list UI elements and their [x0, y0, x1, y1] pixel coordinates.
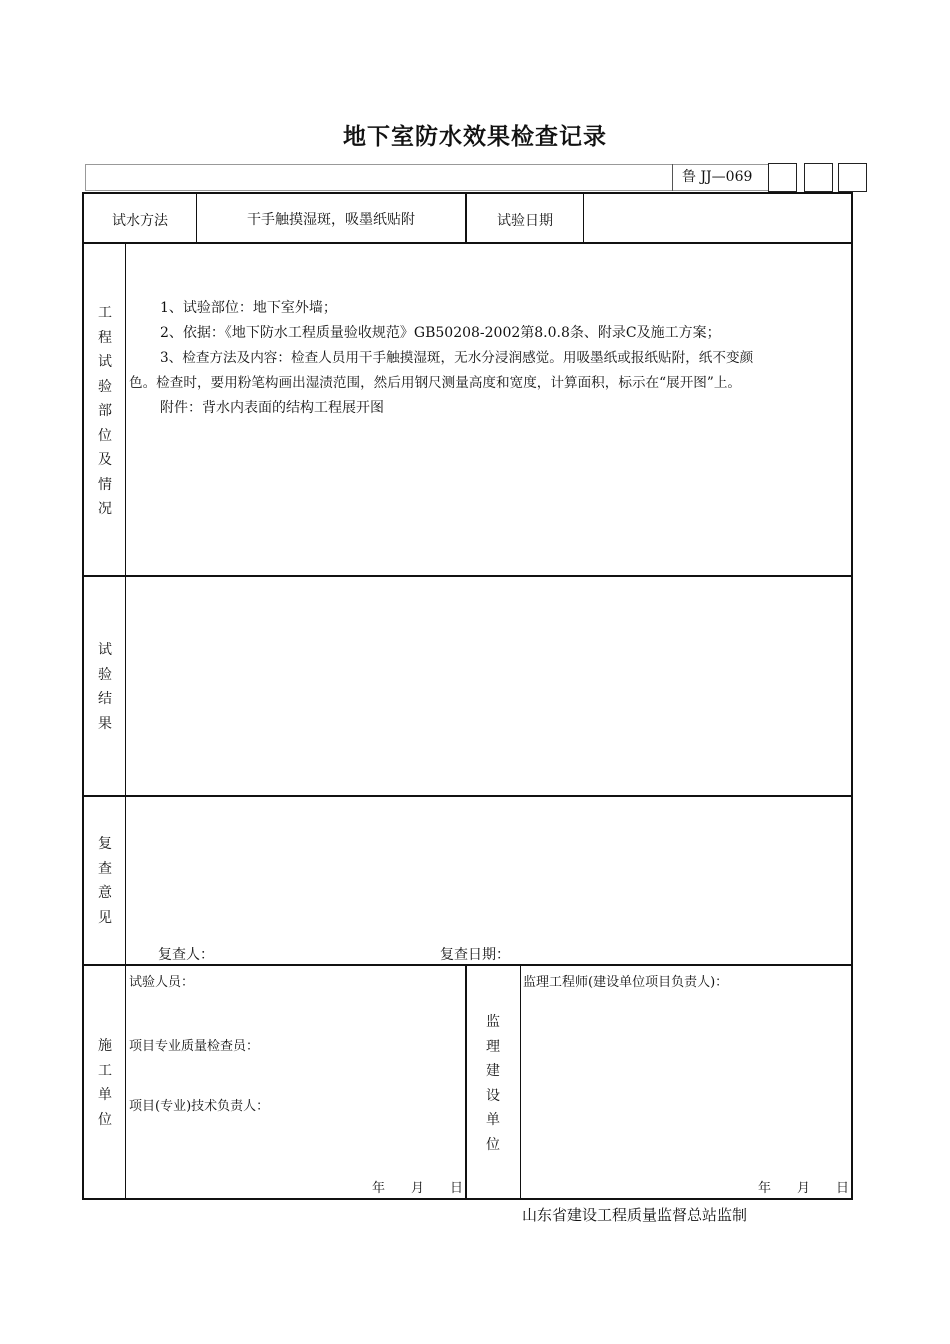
label-char: 施 [98, 1038, 112, 1054]
label-char: 试 [98, 354, 112, 370]
condition-line-5: 附件：背水内表面的结构工程展开图 [160, 400, 384, 416]
label-char: 位 [98, 427, 112, 444]
tester-label: 试验人员： [129, 975, 195, 990]
label-char: 情 [98, 476, 112, 493]
label-char: 见 [98, 909, 112, 926]
condition-line-1: 1、试验部位：地下室外墙； [160, 300, 337, 316]
label-char: 位 [486, 1136, 500, 1153]
label-char: 验 [98, 378, 112, 395]
label-char: 单 [486, 1112, 500, 1128]
label-char: 单 [98, 1087, 112, 1103]
test-date-label: 试验日期 [497, 213, 553, 229]
condition-line-4: 色。检查时，要用粉笔构画出湿渍范围，然后用钢尺测量高度和宽度，计算面积，标示在“展开图”上。 [129, 375, 742, 391]
form-code: 鲁 JJ—069 [672, 164, 768, 191]
label-char: 理 [486, 1038, 500, 1055]
test-method-label: 试水方法 [112, 213, 168, 229]
label-char: 部 [98, 403, 112, 419]
code-box-2[interactable] [804, 163, 833, 192]
label-char: 试 [98, 642, 112, 658]
result-section-label [83, 638, 127, 736]
label-char: 程 [98, 329, 112, 346]
form-code-bar [85, 164, 769, 191]
label-char: 况 [98, 501, 112, 517]
label-char: 建 [486, 1063, 500, 1079]
tech-lead-label: 项目(专业)技术负责人： [129, 1099, 270, 1114]
condition-content[interactable] [127, 296, 851, 421]
review-date-label: 复查日期： [440, 947, 510, 963]
label-char: 复 [98, 836, 112, 852]
code-box-3[interactable] [838, 163, 867, 192]
supervision-date-label: 年 月 日 [758, 1181, 850, 1196]
label-char: 验 [98, 666, 112, 683]
test-date-value[interactable] [584, 193, 859, 242]
label-char: 工 [98, 1062, 112, 1079]
label-char: 意 [98, 885, 112, 901]
quality-inspector-label: 项目专业质量检查员： [129, 1039, 260, 1054]
supervision-unit-label [471, 1010, 515, 1157]
construction-date-label: 年 月 日 [372, 1181, 464, 1196]
supervision-engineer-label: 监理工程师(建设单位项目负责人)： [523, 975, 729, 990]
label-char: 位 [98, 1111, 112, 1128]
test-method-value[interactable]: 干手触摸湿斑，吸墨纸贴附 [247, 212, 415, 228]
code-box-1[interactable] [768, 163, 797, 192]
condition-section-label [83, 301, 127, 522]
label-char: 结 [98, 691, 112, 707]
label-char: 果 [98, 715, 112, 732]
condition-line-2: 2、依据：《地下防水工程质量验收规范》GB50208-2002第8.0.8条、附录C及施工方案； [160, 325, 721, 341]
construction-unit-label [83, 1034, 127, 1132]
label-char: 工 [98, 305, 112, 321]
footer-issuer: 山东省建设工程质量监督总站监制 [522, 1206, 748, 1224]
label-char: 监 [486, 1014, 500, 1030]
label-char: 设 [486, 1087, 500, 1104]
review-content-area[interactable] [127, 797, 851, 937]
condition-line-3: 3、检查方法及内容：检查人员用干手触摸湿斑，无水分浸润感觉。用吸墨纸或报纸贴附，纸不变颜 [160, 350, 754, 366]
result-content-area[interactable] [127, 577, 851, 795]
reviewer-label: 复查人： [158, 947, 214, 963]
page-title: 地下室防水效果检查记录 [343, 124, 607, 150]
label-char: 及 [98, 452, 112, 468]
review-section-label [83, 832, 127, 930]
label-char: 查 [98, 860, 112, 877]
